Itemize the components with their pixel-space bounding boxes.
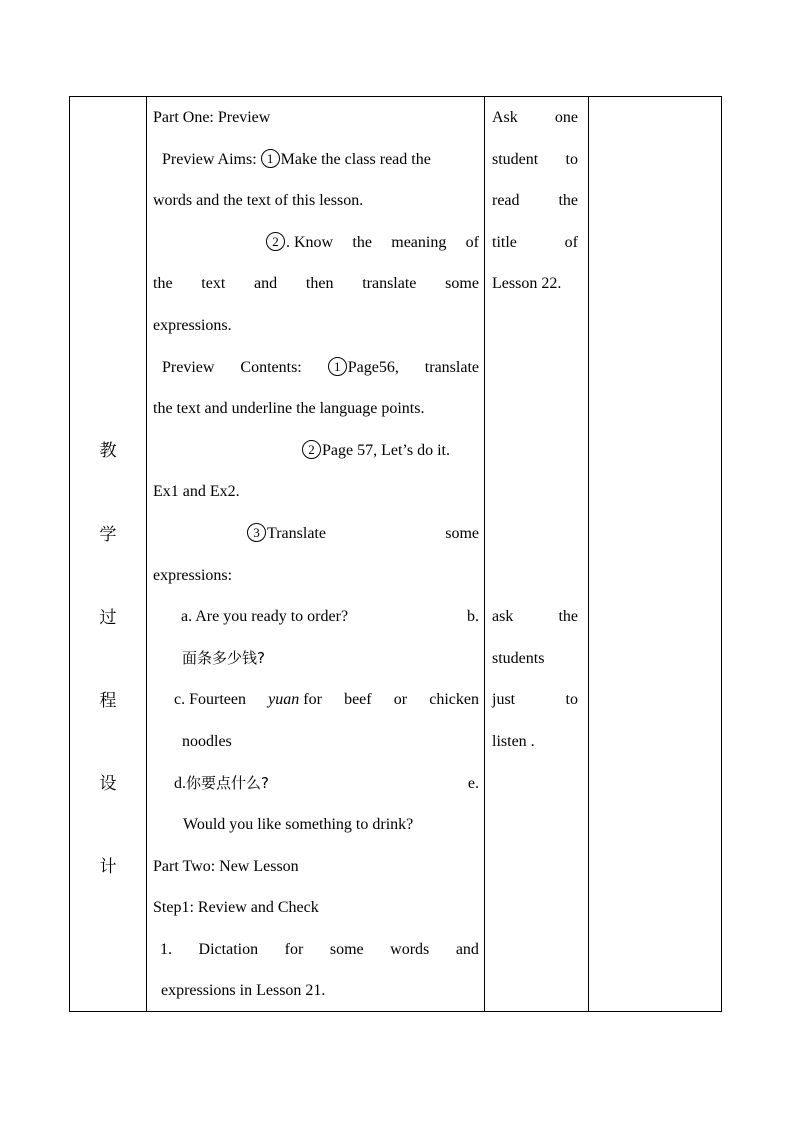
expression-c: noodles [182, 732, 232, 750]
step1-title: Step1: Review and Check [153, 899, 319, 917]
word: to [565, 150, 578, 168]
word: text [201, 275, 226, 293]
aim-text: of [465, 233, 479, 251]
aims-label: Preview Aims: [162, 150, 257, 168]
expression-e: Would you like something to drink? [183, 816, 414, 834]
contents-text: some [445, 524, 479, 542]
expression-c: or [308, 691, 322, 709]
aim-text: Make the class read the [280, 150, 431, 168]
word: Ask [492, 109, 518, 126]
word: the [558, 608, 578, 626]
circled-number: 1 [328, 357, 347, 376]
expression-a: a. Are you ready to order? [181, 608, 349, 626]
section-label [70, 97, 146, 1011]
note-line [492, 97, 578, 139]
circled-number: 1 [261, 149, 280, 168]
word: translate [362, 275, 417, 293]
lesson-table [69, 96, 722, 1012]
contents-label: Contents: [240, 358, 302, 376]
word: 1. [160, 940, 172, 958]
aim-line [153, 263, 479, 305]
contents-line: the text and underline the language points. [153, 400, 425, 418]
word: title [492, 233, 517, 251]
expression-d: 你要点什么? [186, 773, 269, 792]
word: for [284, 940, 304, 958]
teacher-notes-cell [492, 97, 578, 763]
column-divider [484, 97, 485, 1011]
word: one [554, 109, 578, 126]
column-divider [588, 97, 589, 1011]
label-char: 设 [99, 774, 117, 794]
expression-c: f [303, 691, 309, 709]
contents-line: expressions: [153, 566, 233, 584]
preview-aims-line [153, 139, 479, 181]
spacer [492, 305, 578, 596]
word: read [492, 192, 520, 210]
preview-contents-line [153, 347, 479, 389]
circled-number: 2 [266, 232, 285, 251]
aim-text: . Know [286, 233, 334, 251]
word: the [558, 192, 578, 210]
word: the [153, 275, 173, 293]
label-char: 教 [99, 441, 117, 461]
part-one-title: Part One: Preview [153, 109, 271, 126]
contents-text: Page56, [347, 358, 399, 376]
note-line: listen . [492, 732, 535, 750]
note-line [492, 180, 578, 222]
word: then [305, 275, 334, 293]
contents-line [153, 430, 479, 472]
label-char: 程 [99, 691, 117, 711]
aim-line: words and the text of this lesson. [153, 192, 364, 210]
aim2-line [153, 222, 479, 264]
note-line [492, 679, 578, 721]
note-line: students [492, 649, 545, 667]
aim-text: the [352, 233, 372, 251]
procedure-cell [153, 97, 479, 1012]
circled-number: 3 [247, 523, 266, 542]
expression-line [153, 596, 479, 638]
expression-c: beef [344, 691, 372, 709]
part-two-title: Part Two: New Lesson [153, 857, 299, 875]
expression-d-label: d. [174, 774, 186, 792]
expression-e-label: e. [467, 774, 479, 792]
note-line [492, 596, 578, 638]
note-line [492, 222, 578, 264]
contents-line: Ex1 and Ex2. [153, 483, 240, 501]
contents-text: Translate [267, 524, 326, 542]
word: of [564, 233, 578, 251]
circled-number: 2 [302, 440, 321, 459]
word: and [455, 940, 479, 958]
word: student [492, 150, 539, 168]
word: to [565, 691, 578, 709]
note-line [492, 139, 578, 181]
label-char: 计 [99, 857, 117, 877]
expression-line [153, 763, 479, 805]
word: just [492, 691, 516, 709]
contents-text: Page 57, Let’s do it. [322, 441, 450, 459]
contents-line [153, 513, 479, 555]
word: some [329, 940, 364, 958]
word: and [254, 275, 278, 293]
aim-line: expressions. [153, 316, 232, 334]
expression-c: c. Fourteen [174, 691, 246, 709]
note-line: Lesson 22. [492, 275, 562, 293]
word: Dictation [198, 940, 259, 958]
contents-text: translate [424, 358, 479, 376]
word: ask [492, 608, 514, 626]
dictation-line [153, 929, 479, 971]
expression-b: 面条多少钱? [182, 648, 265, 667]
expression-c: chicken [429, 691, 479, 709]
label-char: 过 [99, 608, 117, 628]
contents-label: Preview [162, 358, 215, 376]
expression-line [153, 679, 479, 721]
aim-text: meaning [391, 233, 447, 251]
word: words [390, 940, 430, 958]
expression-b-label: b. [467, 608, 479, 626]
column-divider [146, 97, 147, 1011]
dictation-line: expressions in Lesson 21. [161, 982, 326, 1000]
expression-c: yuan [268, 691, 300, 709]
label-char: 学 [99, 525, 117, 545]
expression-c: or [393, 691, 408, 709]
word: some [445, 275, 479, 293]
